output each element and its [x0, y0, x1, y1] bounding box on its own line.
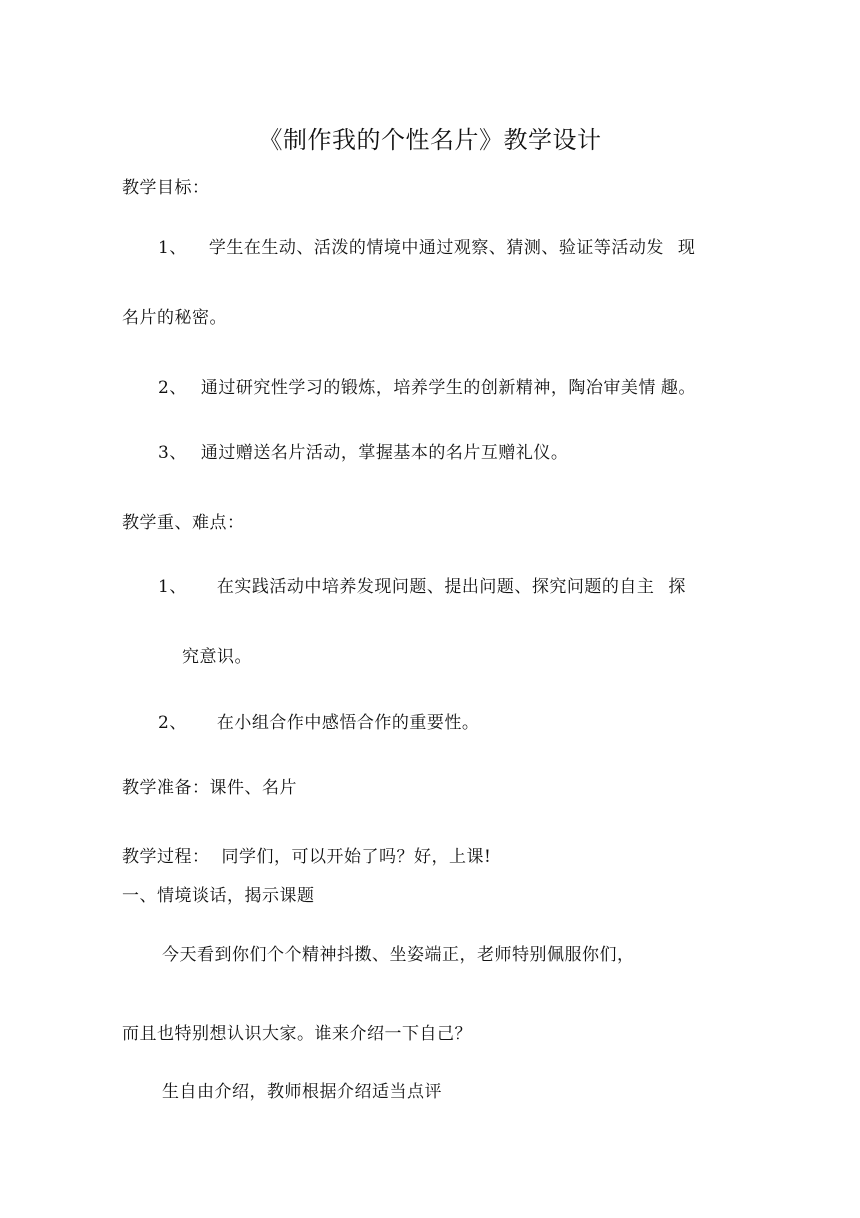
- process-line: [122, 845, 491, 869]
- objective-item-1-text: 学生在生动、活泼的情境中通过观察、猜测、验证等活动发: [208, 238, 664, 258]
- objective-item-3-text: 通过赠送名片活动，掌握基本的名片互赠礼仪。: [200, 443, 569, 463]
- preparation-line: 教学准备：课件、名片: [122, 778, 297, 798]
- key-points-heading: 教学重、难点：: [122, 513, 245, 533]
- key-point-item-2-text: 在小组合作中感悟合作的重要性。: [216, 713, 480, 733]
- objective-item-2: [158, 376, 696, 400]
- key-point-item-2-number: 2、: [158, 713, 187, 733]
- section-one-para-line-2: 而且也特别想认识大家。谁来介绍一下自己？: [122, 1024, 472, 1044]
- objectives-heading: 教学目标：: [122, 178, 210, 198]
- section-one-heading: 一、情境谈话，揭示课题: [122, 886, 315, 906]
- objective-item-1-line-1: [158, 236, 695, 260]
- key-point-item-1-line-1: [158, 575, 686, 599]
- objective-item-2-text-tail: 趣。: [660, 378, 696, 398]
- document-title: 《制作我的个性名片》教学设计: [258, 126, 602, 154]
- objective-item-1-number: 1、: [158, 238, 187, 258]
- objective-item-3-number: 3、: [158, 443, 187, 463]
- objective-item-2-number: 2、: [158, 378, 187, 398]
- objective-item-1-text-tail: 现: [677, 238, 696, 258]
- process-label: 教学过程：: [122, 847, 210, 867]
- key-point-item-1-line-2: 究意识。: [182, 647, 252, 667]
- section-one-para-line-1: 今天看到你们个个精神抖擞、坐姿端正，老师特别佩服你们，: [162, 945, 635, 965]
- key-point-item-1-number: 1、: [158, 577, 187, 597]
- objective-item-3: [158, 441, 568, 465]
- key-point-item-2: [158, 711, 479, 735]
- key-point-item-1-text-tail: 探: [668, 577, 686, 597]
- section-one-para-2: 生自由介绍，教师根据介绍适当点评: [162, 1082, 442, 1102]
- key-point-item-1-text: 在实践活动中培养发现问题、提出问题、探究问题的自主: [216, 577, 655, 597]
- objective-item-2-text: 通过研究性学习的锻炼，培养学生的创新精神，陶冶审美情: [200, 378, 656, 398]
- objective-item-1-line-2: 名片的秘密。: [122, 308, 227, 328]
- process-text: 同学们，可以开始了吗？好，上课!: [221, 847, 492, 867]
